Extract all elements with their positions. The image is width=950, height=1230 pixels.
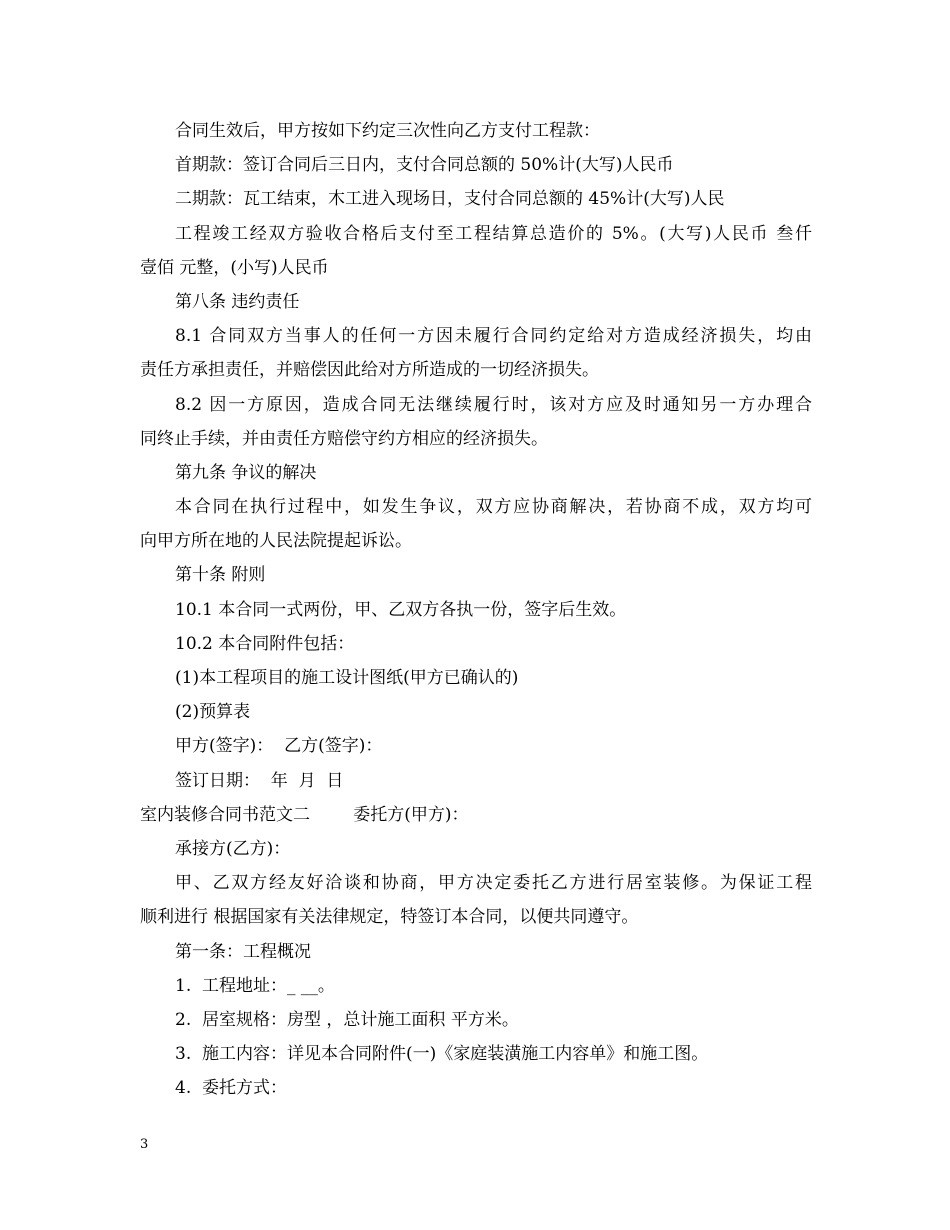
- text-line-clause-8-2: 8.2 因一方原因，造成合同无法继续履行时，该对方应及时通知另一方办理合: [175, 394, 812, 415]
- text-line-clause-8-2-cont: 同终止手续，并由责任方赔偿守约方相应的经济损失。: [140, 428, 548, 449]
- template-two-heading: 室内装修合同书范文二 委托方(甲方)：: [140, 804, 469, 825]
- page-number: 3: [140, 1137, 149, 1152]
- list-item-room-spec: 2. 居室规格：房型 ，总计施工面积 平方米。: [175, 1009, 519, 1030]
- text-line-first-payment: 首期款：签订合同后三日内，支付合同总额的 50%计(大写)人民币: [175, 155, 674, 176]
- list-item-attachment-1: (1)本工程项目的施工设计图纸(甲方已确认的): [175, 668, 519, 688]
- text-line-clause-10-1: 10.1 本合同一式两份，甲、乙双方各执一份，签字后生效。: [175, 599, 627, 620]
- text-line-clause-8-1: 8.1 合同双方当事人的任何一方因未履行合同约定给对方造成经济损失，均由: [175, 326, 812, 347]
- document-body: [140, 114, 812, 1105]
- list-item-attachment-2: (2)预算表: [175, 702, 251, 723]
- list-item-commission-method: 4. 委托方式：: [175, 1078, 288, 1099]
- text-line-dispute-cont: 向甲方所在地的人民法院提起诉讼。: [140, 531, 412, 552]
- list-item-work-content: 3. 施工内容：详见本合同附件(一)《家庭装潢施工内容单》和施工图。: [175, 1044, 709, 1065]
- section-heading-article-10: 第十条 附则: [175, 565, 266, 586]
- text-line-clause-10-2: 10.2 本合同附件包括：: [175, 633, 355, 654]
- section-heading-article-1: 第一条：工程概况: [175, 941, 311, 962]
- text-line-contractor: 承接方(乙方)：: [175, 838, 291, 859]
- text-line-dispute: 本合同在执行过程中，如发生争议，双方应协商解决，若协商不成，双方均可: [175, 497, 812, 518]
- text-line-second-payment: 二期款：瓦工结束，木工进入现场日，支付合同总额的 45%计(大写)人民: [175, 189, 725, 210]
- text-line-final-payment-cont: 壹佰 元整，(小写)人民币: [140, 257, 329, 278]
- text-line-payment-intro: 合同生效后，甲方按如下约定三次性向乙方支付工程款：: [175, 121, 600, 141]
- text-line-clause-8-1-cont: 责任方承担责任，并赔偿因此给对方所造成的一切经济损失。: [140, 360, 599, 381]
- section-heading-article-9: 第九条 争议的解决: [175, 462, 317, 483]
- signing-date-line: 签订日期： 年 月 日: [175, 770, 344, 791]
- text-line-preamble-cont: 顺利进行 根据国家有关法律规定，特签订本合同，以便共同遵守。: [140, 907, 639, 928]
- signature-line: 甲方(签字)： 乙方(签字)：: [175, 736, 383, 757]
- text-line-preamble: 甲、乙双方经友好洽谈和协商，甲方决定委托乙方进行居室装修。为保证工程: [175, 873, 812, 894]
- list-item-project-address: 1. 工程地址：_ __。: [175, 975, 335, 996]
- section-heading-article-8: 第八条 违约责任: [175, 291, 300, 312]
- text-line-final-payment: 工程竣工经双方验收合格后支付至工程结算总造价的 5%。(大写)人民币 叁仟: [175, 223, 812, 244]
